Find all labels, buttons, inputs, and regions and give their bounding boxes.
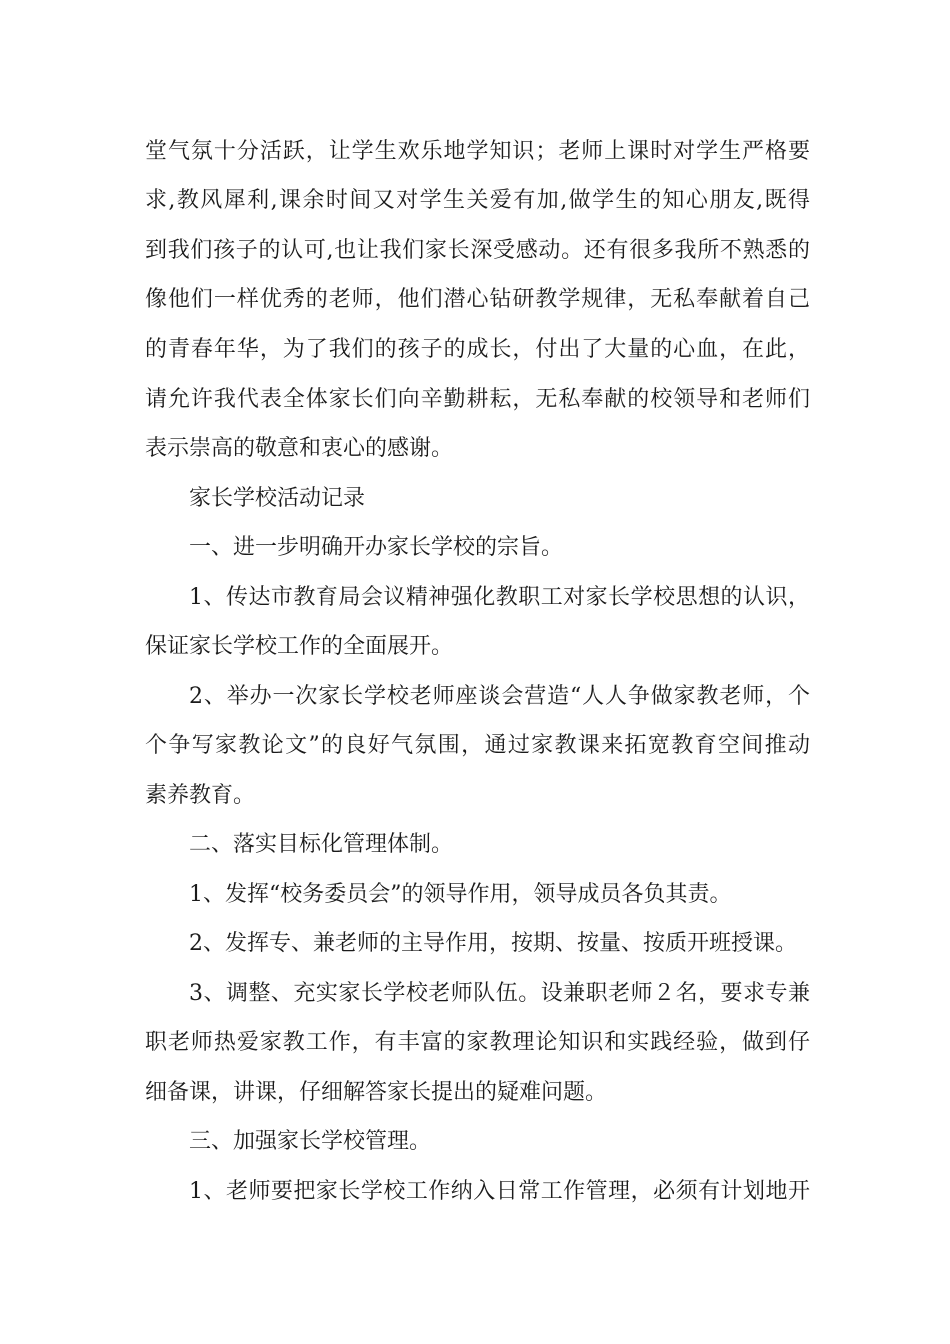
text-line: 1、老师要把家长学校工作纳入日常工作管理，必须有计划地开 bbox=[189, 1179, 810, 1204]
text-line: 请允许我代表全体家长们向辛勤耕耘，无私奉献的校领导和老师们 bbox=[145, 387, 810, 412]
text-line: 职老师热爱家教工作，有丰富的家教理论知识和实践经验，做到仔 bbox=[145, 1030, 810, 1055]
text-line: 1、传达市教育局会议精神强化教职工对家长学校思想的认识， bbox=[189, 585, 810, 610]
text-line: 求,教风犀利,课余时间又对学生关爱有加,做学生的知心朋友,既得 bbox=[145, 188, 810, 213]
text-line: 堂气氛十分活跃，让学生欢乐地学知识；老师上课时对学生严格要 bbox=[145, 139, 810, 164]
text-line: 的青春年华，为了我们的孩子的成长，付出了大量的心血，在此， bbox=[145, 337, 810, 362]
heading-three: 三、加强家长学校管理。 bbox=[189, 1129, 432, 1154]
text-line: 1、发挥“校务委员会”的领导作用，领导成员各负其责。 bbox=[189, 882, 732, 907]
text-line: 素养教育。 bbox=[145, 783, 256, 808]
text-line: 2、发挥专、兼老师的主导作用，按期、按量、按质开班授课。 bbox=[189, 931, 797, 956]
text-line: 保证家长学校工作的全面展开。 bbox=[145, 634, 454, 659]
section-title: 家长学校活动记录 bbox=[189, 486, 366, 511]
text-line: 个争写家教论文”的良好气氛围，通过家教课来拓宽教育空间推动 bbox=[145, 733, 810, 758]
text-line: 3、调整、充实家长学校老师队伍。设兼职老师２名，要求专兼 bbox=[189, 981, 810, 1006]
heading-two: 二、落实目标化管理体制。 bbox=[189, 832, 454, 857]
heading-one: 一、进一步明确开办家长学校的宗旨。 bbox=[189, 535, 564, 560]
text-line: 表示崇高的敬意和衷心的感谢。 bbox=[145, 436, 454, 461]
text-line: 到我们孩子的认可,也让我们家长深受感动。还有很多我所不熟悉的 bbox=[145, 238, 810, 263]
text-line: 像他们一样优秀的老师，他们潜心钻研教学规律，无私奉献着自己 bbox=[145, 287, 810, 312]
text-line: 细备课，讲课，仔细解答家长提出的疑难问题。 bbox=[145, 1080, 608, 1105]
text-line: 2、举办一次家长学校老师座谈会营造“人人争做家教老师，个 bbox=[189, 684, 810, 709]
